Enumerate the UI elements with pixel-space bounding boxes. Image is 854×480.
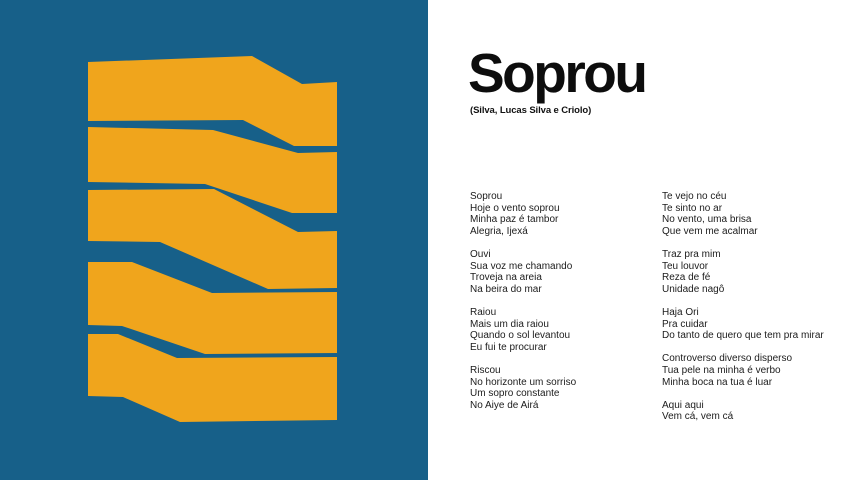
lyrics-panel	[428, 0, 854, 480]
lyrics-column-2	[662, 191, 824, 434]
lyric-line: Teu louvor	[662, 260, 709, 272]
lyric-line: No Aiye de Airá	[470, 399, 539, 411]
lyric-line: Que vem me acalmar	[662, 225, 758, 237]
lyric-line: Eu fui te procurar	[470, 341, 547, 353]
lyric-line: No vento, uma brisa	[662, 214, 752, 226]
lyric-line: Reza de fé	[662, 272, 711, 284]
lyric-line: Riscou	[470, 364, 501, 376]
lyric-line: Hoje o vento soprou	[470, 202, 560, 214]
lyric-line: Alegria, Ijexá	[470, 225, 528, 237]
lyric-line: Minha paz é tambor	[470, 214, 559, 226]
lyric-line: No horizonte um sorriso	[470, 376, 577, 388]
song-title: Soprou	[468, 42, 646, 104]
lyric-line: Vem cá, vem cá	[662, 411, 734, 423]
lyric-line: Troveja na areia	[470, 272, 542, 284]
lyric-line: Na beira do mar	[470, 283, 542, 295]
lyric-line: Unidade nagô	[662, 283, 725, 295]
lyric-line: Haja Ori	[662, 306, 699, 318]
lyric-line: Te vejo no céu	[662, 191, 727, 202]
lyric-line: Do tanto de quero que tem pra mirar	[662, 330, 824, 342]
lyric-line: Te sinto no ar	[662, 202, 723, 214]
lyric-line: Controverso diverso disperso	[662, 353, 793, 365]
lyric-line: Traz pra mim	[662, 248, 721, 260]
lyric-stanza	[662, 191, 824, 237]
lyric-stanza	[662, 249, 824, 295]
lyric-line: Quando o sol levantou	[470, 330, 571, 342]
lyric-line: Raiou	[470, 306, 497, 318]
lyric-line: Sua voz me chamando	[470, 260, 573, 272]
lyric-line: Tua pele na minha é verbo	[662, 364, 781, 376]
lyric-stanza	[470, 365, 576, 411]
lyric-line: Ouvi	[470, 248, 491, 260]
lyric-stanza	[470, 307, 576, 353]
lyric-line: Pra cuidar	[662, 318, 708, 330]
lyric-line: Aqui aqui	[662, 399, 704, 411]
lyric-line: Minha boca na tua é luar	[662, 376, 773, 388]
lyric-stanza	[662, 307, 824, 342]
lyric-stanza	[470, 249, 576, 295]
lyric-line: Soprou	[470, 191, 503, 202]
lyric-stanza	[470, 191, 576, 237]
lyric-stanza	[662, 353, 824, 388]
lyrics-column-1	[470, 191, 576, 423]
lyric-line: Um sopro constante	[470, 388, 560, 400]
song-credits: (Silva, Lucas Silva e Criolo)	[470, 105, 592, 116]
lyric-line: Mais um dia raiou	[470, 318, 549, 330]
lyric-stanza	[662, 400, 824, 423]
